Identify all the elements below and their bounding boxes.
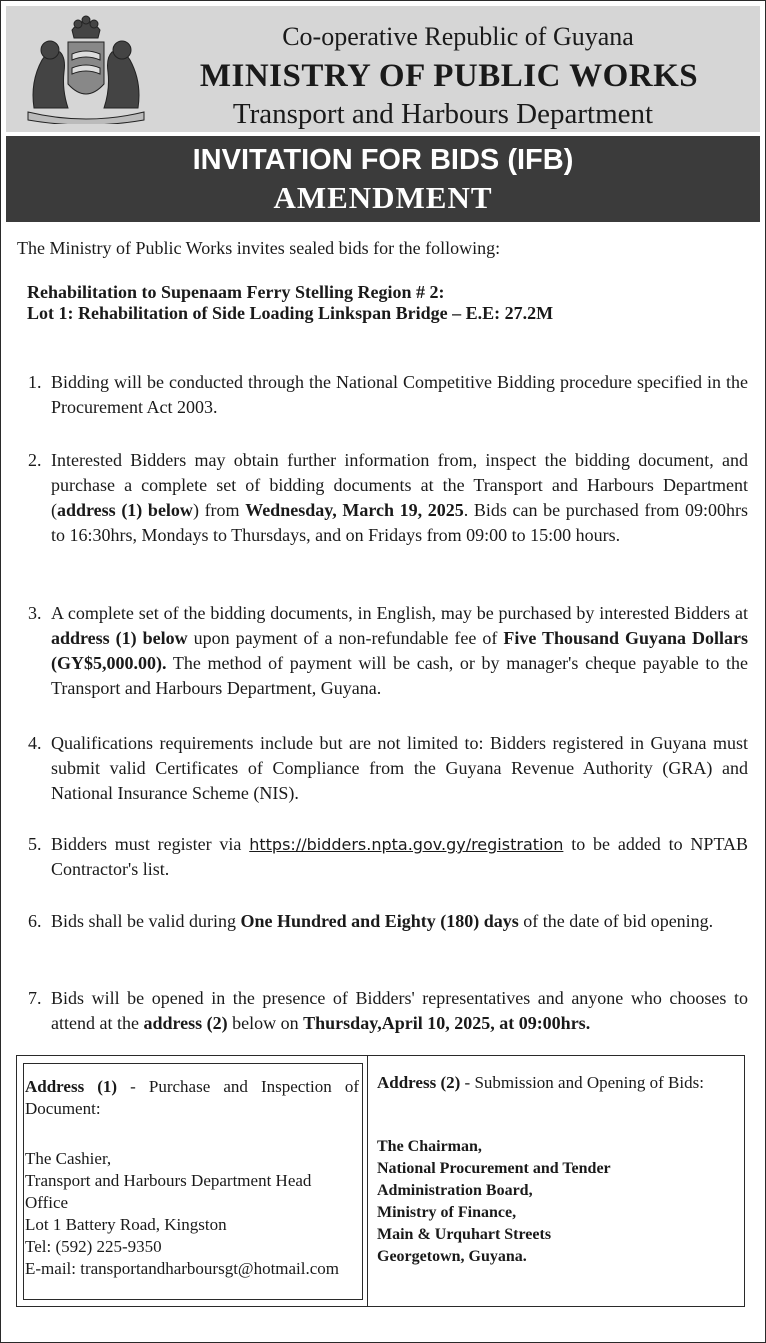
address-2-lines: The Chairman, National Procurement and Tender Administration Board, Ministry of Finance, Main & Urquhart Streets Georgetown, Guyana. xyxy=(377,1138,611,1265)
address-1-lines: The Cashier, Transport and Harbours Department Head Office Lot 1 Battery Road, Kingston Tel: (592) 225-9350 E-mail: transportandharboursgt@hotmail.com xyxy=(25,1149,340,1278)
project-title xyxy=(27,282,553,324)
banner-subtitle: AMENDMENT xyxy=(273,180,493,215)
divider xyxy=(367,1056,368,1306)
list-item: 5. Bidders must register via https://bidders.npta.gov.gy/registration to be added to NPTAB Contractor's list. xyxy=(28,834,748,879)
address-box xyxy=(16,1055,745,1307)
address-1-heading: Address (1) - Purchase and Inspection of Document: xyxy=(25,1077,359,1118)
banner-title: INVITATION FOR BIDS (IFB) xyxy=(192,144,574,176)
list-item: 4. Qualifications requirements include but are not limited to: Bidders registered in Guyana must submit valid Certificates of Compliance from the Guyana Revenue Authority (GRA) and National Insurance Scheme (NIS). xyxy=(28,733,748,803)
registration-link[interactable]: https://bidders.npta.gov.gy/registration xyxy=(249,835,564,854)
country-name: Co-operative Republic of Guyana xyxy=(282,22,634,51)
lot-line: Lot 1: Rehabilitation of Side Loading Linkspan Bridge – E.E: 27.2M xyxy=(27,303,554,323)
project-line: Rehabilitation to Supenaam Ferry Stelling Region # 2: xyxy=(27,282,445,302)
list-item: 1. Bidding will be conducted through the National Competitive Bidding procedure specified in the Procurement Act 2003. xyxy=(28,372,748,417)
ministry-name: MINISTRY OF PUBLIC WORKS xyxy=(199,58,699,94)
list-item: 7. Bids will be opened in the presence of Bidders' representatives and anyone who chooses to attend at the address (2) below on Thursday,April 10, 2025, at 09:00hrs. xyxy=(28,988,748,1033)
intro-text: The Ministry of Public Works invites sealed bids for the following: xyxy=(17,238,501,258)
department-name: Transport and Harbours Department xyxy=(232,98,654,130)
list-item: 2. Interested Bidders may obtain further information from, inspect the bidding document, and purchase a complete set of bidding documents at the Transport and Harbours Department (address (1) below) from Wednesday, March 19, 2025. Bids can be purchased from 09:00hrs to 16:30hrs, Mondays to Thursdays, and on Fridays from 09:00 to 15:00 hours. xyxy=(28,450,748,545)
address-2-heading: Address (2) - Submission and Opening of Bids: xyxy=(377,1073,704,1092)
header xyxy=(6,6,760,132)
list-item: 6. Bids shall be valid during One Hundred and Eighty (180) days of the date of bid opening. xyxy=(28,911,714,931)
title-banner xyxy=(6,136,760,222)
list-item: 3. A complete set of the bidding documents, in English, may be purchased by interested Bidders at address (1) below upon payment of a non-refundable fee of Five Thousand Guyana Dollars (GY$5,000.00). The method of payment will be cash, or by manager's cheque payable to the Transport and Harbours Department, Guyana. xyxy=(28,603,748,698)
email-address: E-mail: transportandharboursgt@hotmail.com xyxy=(25,1259,340,1278)
